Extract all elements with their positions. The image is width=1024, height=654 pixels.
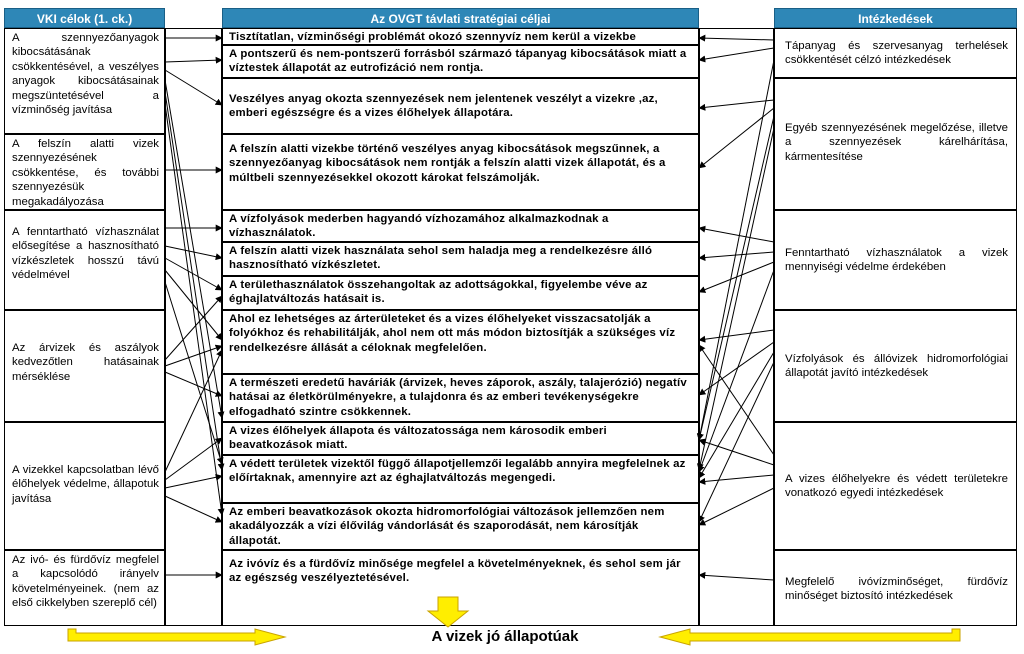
connector-line <box>699 488 774 525</box>
connector-line <box>165 258 222 290</box>
connector-line <box>165 70 222 105</box>
strategic-goal-text: A területhasználatok összehangoltak az adottságokkal, figyelembe véve az éghajlatváltozás hatásait is. <box>229 279 648 306</box>
connector-line <box>165 496 222 522</box>
strategic-goal-text: A pontszerű és nem-pontszerű forrásból származó tápanyag kibocsátások miatt a víztestek állapotát az eutrofizáció nem rontja. <box>229 48 687 75</box>
connector-line <box>699 48 774 60</box>
strategic-goal-text: A természeti eredetű haváriák (árvizek, heves záporok, aszály, talajerózió) negatív hatásai az életkörülményekre, a tulajdonra és az emberi tevékenységekre elfogadható szintre csökkennek. <box>229 377 687 418</box>
strategic-goal-text: A felszín alatti vizekbe történő veszélyes anyag kibocsátások megszűnnek, a szennyezőanyag kibocsátások nem rontják a felszín alatti vizek állapotát, és a múltbeli szennyezésekkel okozott károkat felszámolják. <box>229 143 666 184</box>
measure-text: Megfelelő ivóvízminőséget, fürdővíz minőséget biztosító intézkedések <box>785 576 1008 603</box>
connector-line <box>699 38 774 40</box>
strategic-goal-text: Veszélyes anyag okozta szennyezések nem jelentenek veszélyt a vizekre ,az, emberi egészségre és a vizes élőhelyek állapotára. <box>229 93 658 120</box>
center-down-arrow <box>428 597 468 627</box>
connector-line <box>699 575 774 580</box>
strategic-goal-text: Tisztítatlan, vízminőségi problémát okozó szennyvíz nem kerül a vizekbe <box>229 31 637 43</box>
vki-goal-text: A felszín alatti vizek szennyezésének csökkentése, és további szennyezésük megakadályozása <box>12 138 159 208</box>
strategic-goal-text: A vizes élőhelyek állapota és változatossága nem károsodik emberi beavatkozások miatt. <box>229 425 607 452</box>
connector-line <box>699 228 774 242</box>
connector-line <box>699 108 774 168</box>
strategic-goal-text: A felszín alatti vizek használata sehol sem haladja meg a rendelkezésre álló hasznosítható vízkészletet. <box>229 245 653 272</box>
connector-line <box>165 476 222 488</box>
header-strategic-goals: Az OVGT távlati stratégiai céljai <box>222 8 699 28</box>
left-bottom-arrow <box>68 629 285 645</box>
connector-line <box>699 262 774 292</box>
strategic-goal-text: A vízfolyások mederben hagyandó vízhozamához alkalmazkodnak a vízhasználatok. <box>229 213 609 240</box>
connector-line <box>699 116 774 440</box>
connector-line <box>699 345 774 455</box>
measure-text: Vízfolyások és állóvizek hidromorfológiai állapotát javító intézkedések <box>785 352 1008 379</box>
connector-line <box>165 60 222 62</box>
strategic-goal-text: A védett területek vizektől függő állapotjellemzői legalább annyira megfelelnek az előírtaknak, amennyire azt az éghajlatváltozás megengedi. <box>229 458 686 485</box>
vki-goal-text: Az ivó- és fürdővíz megfelel a kapcsolódó irányelv követelményeinek. (nem az első cikkelyben szereplő cél) <box>12 554 159 610</box>
strategic-goal-text: Ahol ez lehetséges az árterületeket és a vizes élőhelyeket visszacsatolják a folyókhoz és rehabilitálják, ahol nem ott más módon biztosítják a szükséges víz rendelkezésre állását a céloknak megfelelően. <box>229 313 676 354</box>
header-vki-goals: VKI célok (1. ck.) <box>4 8 165 28</box>
strategic-goal-text: Az ivóvíz és a fürdővíz minősége megfelel a követelményeknek, és sehol sem jár az egészség veszélyeztetésével. <box>229 558 681 585</box>
connector-line <box>165 372 222 396</box>
vki-goal-text: A szennyezőanyagok kibocsátásának csökkentésével, a veszélyes anyagok kibocsátásainak megszüntetésével a vízminőség javítása <box>12 32 159 117</box>
bottom-title: A vizek jó állapotúak <box>431 628 579 645</box>
connector-line <box>165 438 222 480</box>
right-bottom-arrow <box>660 629 960 645</box>
connector-line <box>699 100 774 108</box>
connector-line <box>699 475 774 482</box>
header-measures: Intézkedések <box>774 8 1017 28</box>
measure-text: Fenntartható vízhasználatok a vizek mennyiségi védelme érdekében <box>785 246 1008 273</box>
measure-text: Egyéb szennyezésének megelőzése, illetve a szennyezések kárelhárítása, kármentesítése <box>785 122 1008 163</box>
connector-line <box>699 440 774 465</box>
vki-goal-text: Az árvizek és aszályok kedvezőtlen hatásainak mérséklése <box>12 342 159 383</box>
connector-line <box>699 330 774 340</box>
vki-goal-text: A fenntartható vízhasználat elősegítése a hasznosítható vízkészletek hosszú távú védelmével <box>12 226 159 282</box>
connector-line <box>699 252 774 258</box>
strategic-goal-text: Az emberi beavatkozások okozta hidromorfológiai változások jellemzően nem akadályozzák a vízi élővilág vándorlását és szaporodását, nem károsítják állapotát. <box>229 506 665 547</box>
measure-text: Tápanyag és szervesanyag terhelések csökkentését célzó intézkedések <box>785 40 1008 67</box>
vki-goal-text: A vizekkel kapcsolatban lévő élőhelyek védelme, állapotuk javítása <box>12 464 159 505</box>
measure-text: A vizes élőhelyekre és védett területekre vonatkozó egyedi intézkedések <box>785 472 1008 499</box>
connector-line <box>165 346 222 366</box>
